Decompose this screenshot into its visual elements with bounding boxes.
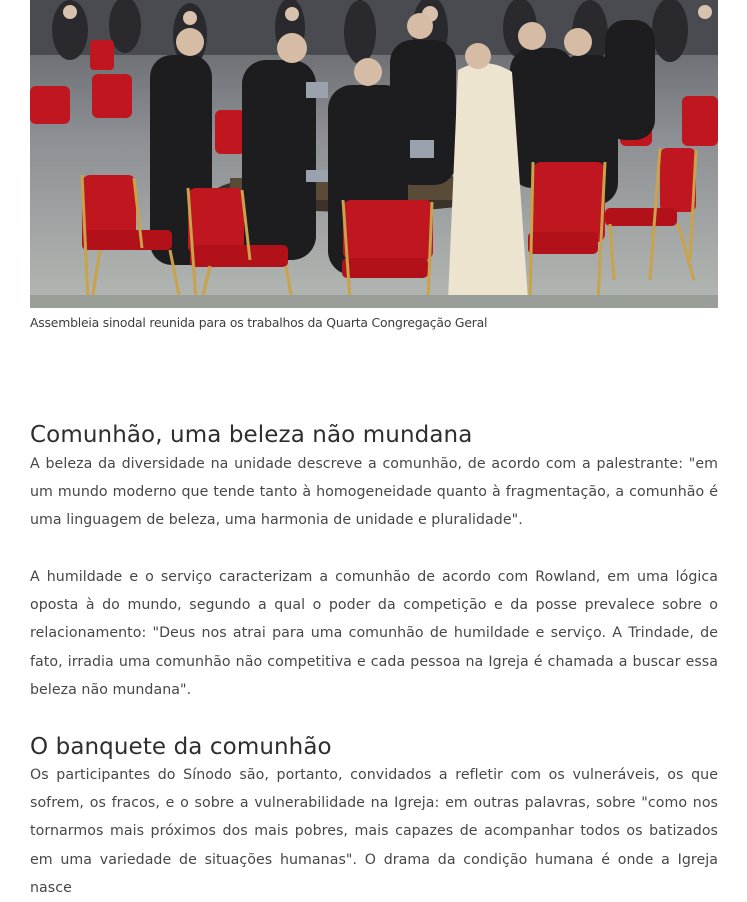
paragraph: Os participantes do Sínodo são, portanto, convidados a refletir com os vulneráveis, os que sofrem, os fracos, e o sobre a vulnerabilidade na Igreja: em outras palavras, sobre "como nos tornarmos mais próximos dos mais pobres, mais capazes de acompanhar todos os batizados em uma variedade de situações humanas". O drama da condição humana é onde a Igreja nasce (30, 767, 718, 896)
section-heading-banquet: O banquete da comunhão (30, 734, 332, 760)
section-heading-communion: Comunhão, uma beleza não mundana (30, 422, 473, 448)
paragraph: A beleza da diversidade na unidade descreve a comunhão, de acordo com a palestrante: "em um mundo moderno que tende tanto à homogeneidade quanto à fragmentação, a comunhão é uma linguagem de beleza, uma harmonia de unidade e pluralidade". (30, 456, 718, 529)
photo-caption: Assembleia sinodal reunida para os trabalhos da Quarta Congregação Geral (30, 315, 488, 330)
article-photo (30, 0, 718, 308)
paragraph: A humildade e o serviço caracterizam a comunhão de acordo com Rowland, em uma lógica oposta à do mundo, segundo a qual o poder da competição e da posse prevalece sobre o relacionamento: "Deus nos atrai para uma comunhão de humildade e serviço. A Trindade, de fato, irradia uma comunhão não competitiva e cada pessoa na Igreja é chamada a buscar essa beleza não mundana". (30, 569, 718, 698)
synod-assembly-image (30, 0, 718, 308)
